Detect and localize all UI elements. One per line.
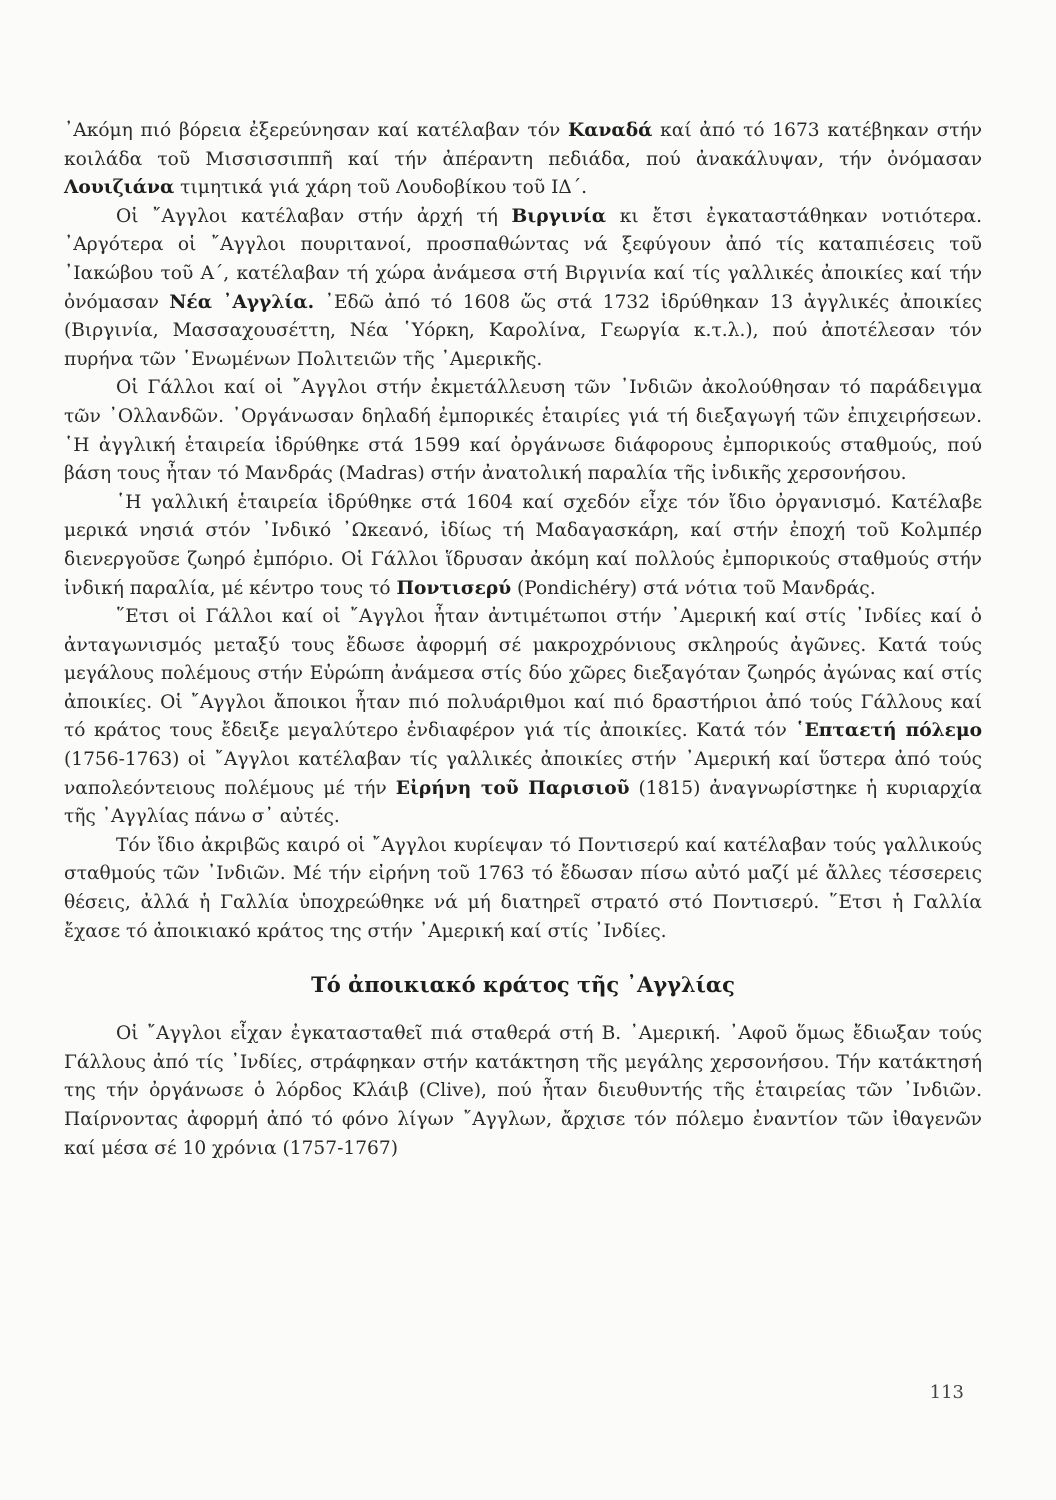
- term-virginia: Βιργινία: [511, 205, 607, 227]
- paragraph-7: Οἱ ῎Αγγλοι εἶχαν ἐγκατασταθεῖ πιά σταθερά στή Β. ᾿Αμερική. ᾿Αφοῦ ὅμως ἔδιωξαν τούς Γάλλους ἀπό τίς ᾿Ινδίες, στράφηκαν στήν κατάκτηση τῆς μεγάλης χερσονήσου. Τήν κατάκτησή της τήν ὀργάνωσε ὁ λόρδος Κλάιβ (Clive), πού ἦταν διευθυντής τῆς ἑταιρείας τῶν ᾿Ινδιῶν. Παίρνοντας ἀφορμή ἀπό τό φόνο λίγων ῎Αγγλων, ἄρχισε τόν πόλεμο ἐναντίον τῶν ἰθαγενῶν καί μέσα σέ 10 χρόνια (1757-1767): [64, 1023, 982, 1159]
- body-text: [64, 117, 982, 1163]
- section-heading: Τό ἀποικιακό κράτος τῆς ᾿Αγγλίας: [311, 972, 735, 998]
- term-seven-years-war: ῾Επταετή πόλεμο: [795, 720, 982, 742]
- term-louiziana: Λουιζιάνα: [64, 177, 175, 199]
- paragraph-4: ῾Η γαλλική ἑταιρεία ἱδρύθηκε στά 1604 καί σχεδόν εἶχε τόν ἴδιο ὀργανισμό. Κατέλαβε μερικά νησιά στόν ᾿Ινδικό ᾿Ωκεανό, ἰδίως τή Μαδαγασκάρη, καί στήν ἐποχή τοῦ Κολμπέρ διενεργοῦσε ζωηρό ἐμπόριο. Οἱ Γάλλοι ἵδρυσαν ἀκόμη καί πολλούς ἐμπορικούς σταθμούς στήν ἰνδική παραλία, μέ κέντρο τους τό Ποντισερύ (Pondichéry) στά νότια τοῦ Μανδράς.: [64, 491, 982, 599]
- paragraph-2: Οἱ ῎Αγγλοι κατέλαβαν στήν ἀρχή τή Βιργινία κι ἔτσι ἐγκαταστάθηκαν νοτιότερα. ᾿Αργότερα οἱ ῎Αγγλοι πουριτανοί, προσπαθώντας νά ξεφύγουν ἀπό τίς καταπιέσεις τοῦ ᾿Ιακώβου τοῦ Α΄, κατέλαβαν τή χώρα ἀνάμεσα στή Βιργινία καί τίς γαλλικές ἀποικίες καί τήν ὀνόμασαν Νέα ᾿Αγγλία. ᾿Εδῶ ἀπό τό 1608 ὥς στά 1732 ἱδρύθηκαν 13 ἀγγλικές ἀποικίες (Βιργινία, Μασσαχουσέττη, Νέα ῾Υόρκη, Καρολίνα, Γεωργία κ.τ.λ.), πού ἀποτέλεσαν τόν πυρήνα τῶν ῾Ενωμένων Πολιτειῶν τῆς ᾿Αμερικῆς.: [64, 205, 983, 370]
- paragraph-1: ᾿Ακόμη πιό βόρεια ἐξερεύνησαν καί κατέλαβαν τόν Καναδά καί ἀπό τό 1673 κατέβηκαν στήν κοιλάδα τοῦ Μισσισσιππῆ καί τήν ἀπέραντη πεδιάδα, πού ἀνακάλυψαν, τήν ὀνόμασαν Λουιζιάνα τιμητικά γιά χάρη τοῦ Λουδοβίκου τοῦ ΙΔ΄.: [64, 120, 982, 199]
- paragraph-6: Τόν ἴδιο ἀκριβῶς καιρό οἱ ῎Αγγλοι κυρίεψαν τό Ποντισερύ καί κατέλαβαν τούς γαλλικούς σταθμούς τῶν ᾿Ινδιῶν. Μέ τήν εἰρήνη τοῦ 1763 τό ἔδωσαν πίσω αὐτό μαζί μέ ἄλλες τέσσερεις θέσεις, ἀλλά ἡ Γαλλία ὑποχρεώθηκε νά μή διατηρεῖ στρατό στό Ποντισερύ. ῞Ετσι ἡ Γαλλία ἔχασε τό ἀποικιακό κράτος της στήν ᾿Αμερική καί στίς ᾿Ινδίες.: [64, 834, 982, 942]
- term-nea-anglia: Νέα ᾿Αγγλία.: [169, 291, 315, 313]
- page-number: 113: [929, 1382, 964, 1403]
- paragraph-3: Οἱ Γάλλοι καί οἱ ῎Αγγλοι στήν ἐκμετάλλευση τῶν ᾿Ινδιῶν ἀκολούθησαν τό παράδειγμα τῶν ᾿Ολλανδῶν. ᾿Οργάνωσαν δηλαδή ἐμπορικές ἑταιρίες γιά τή διεξαγωγή τῶν ἐπιχειρήσεων. ῾Η ἀγγλική ἑταιρεία ἱδρύθηκε στά 1599 καί ὀργάνωσε διάφορους ἐμπορικούς σταθμούς, πού βάση τους ἦταν τό Μανδράς (Madras) στήν ἀνατολική παραλία τῆς ἰνδικῆς χερσονήσου.: [64, 377, 982, 485]
- term-peace-of-paris: Εἰρήνη τοῦ Παρισιοῦ: [395, 777, 630, 799]
- term-kanadas: Καναδά: [568, 120, 653, 141]
- term-pondichery: Ποντισερύ: [396, 577, 512, 599]
- paragraph-5: ῞Ετσι οἱ Γάλλοι καί οἱ ῎Αγγλοι ἦταν ἀντιμέτωποι στήν ᾿Αμερική καί στίς ᾿Ινδίες καί ὁ ἀνταγωνισμός μεταξύ τους ἔδωσε ἀφορμή σέ μακροχρόνιους σκληρούς ἀγῶνες. Κατά τούς μεγάλους πολέμους στήν Εὐρώπη ἀνάμεσα στίς δύο χῶρες διεξαγόταν ζωηρός ἀγώνας καί στίς ἀποικίες. Οἱ ῎Αγγλοι ἄποικοι ἦταν πιό πολυάριθμοι καί πιό δραστήριοι ἀπό τούς Γάλλους καί τό κράτος τους ἔδειξε μεγαλύτερο ἐνδιαφέρον γιά τίς ἀποικίες. Κατά τόν ῾Επταετή πόλεμο (1756-1763) οἱ ῎Αγγλοι κατέλαβαν τίς γαλλικές ἀποικίες στήν ᾿Αμερική καί ὕστερα ἀπό τούς ναπολεόντειους πολέμους μέ τήν Εἰρήνη τοῦ Παρισιοῦ (1815) ἀναγνωρίστηκε ἡ κυριαρχία τῆς ᾿Αγγλίας πάνω σ᾿ αὐτές.: [64, 606, 982, 828]
